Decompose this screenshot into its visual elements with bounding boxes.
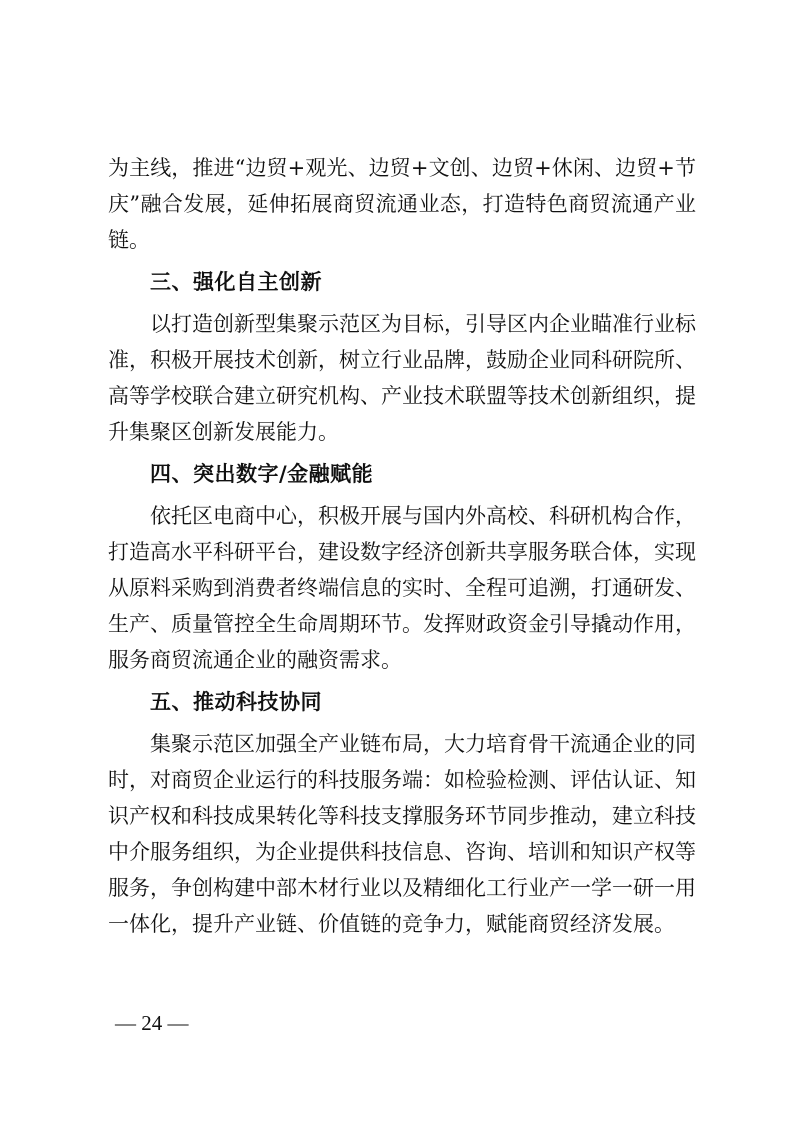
document-body [108,150,696,942]
paragraph-digital-finance: 依托区电商中心，积极开展与国内外高校、科研机构合作，打造高水平科研平台，建设数字经济创新共享服务联合体，实现从原料采购到消费者终端信息的实时、全程可追溯，打通研发、生产、质量管控全生命周期环节。发挥财政资金引导撬动作用，服务商贸流通企业的融资需求。 [108,504,696,672]
paragraph-innovation: 以打造创新型集聚示范区为目标，引导区内企业瞄准行业标准，积极开展技术创新，树立行业品牌，鼓励企业同科研院所、高等学校联合建立研究机构、产业技术联盟等技术创新组织，提升集聚区创新发展能力。 [108,312,696,444]
paragraph-tech-synergy: 集聚示范区加强全产业链布局，大力培育骨干流通企业的同时，对商贸企业运行的科技服务端：如检验检测、评估认证、知识产权和科技成果转化等科技支撑服务环节同步推动，建立科技中介服务组织，为企业提供科技信息、咨询、培训和知识产权等服务，争创构建中部木材行业以及精细化工行业产一学一研一用一体化，提升产业链、价值链的竞争力，赋能商贸经济发展。 [108,732,696,936]
section-heading-3: 三、强化自主创新 [150,270,322,294]
paragraph-continuation: 为主线，推进“边贸+观光、边贸+文创、边贸+休闲、边贸+节庆”融合发展，延伸拓展商贸流通业态，打造特色商贸流通产业链。 [108,156,696,252]
page-number: — 24 — [115,1011,189,1035]
section-heading-4: 四、突出数字/金融赋能 [150,462,374,486]
section-heading-5: 五、推动科技协同 [150,690,322,714]
